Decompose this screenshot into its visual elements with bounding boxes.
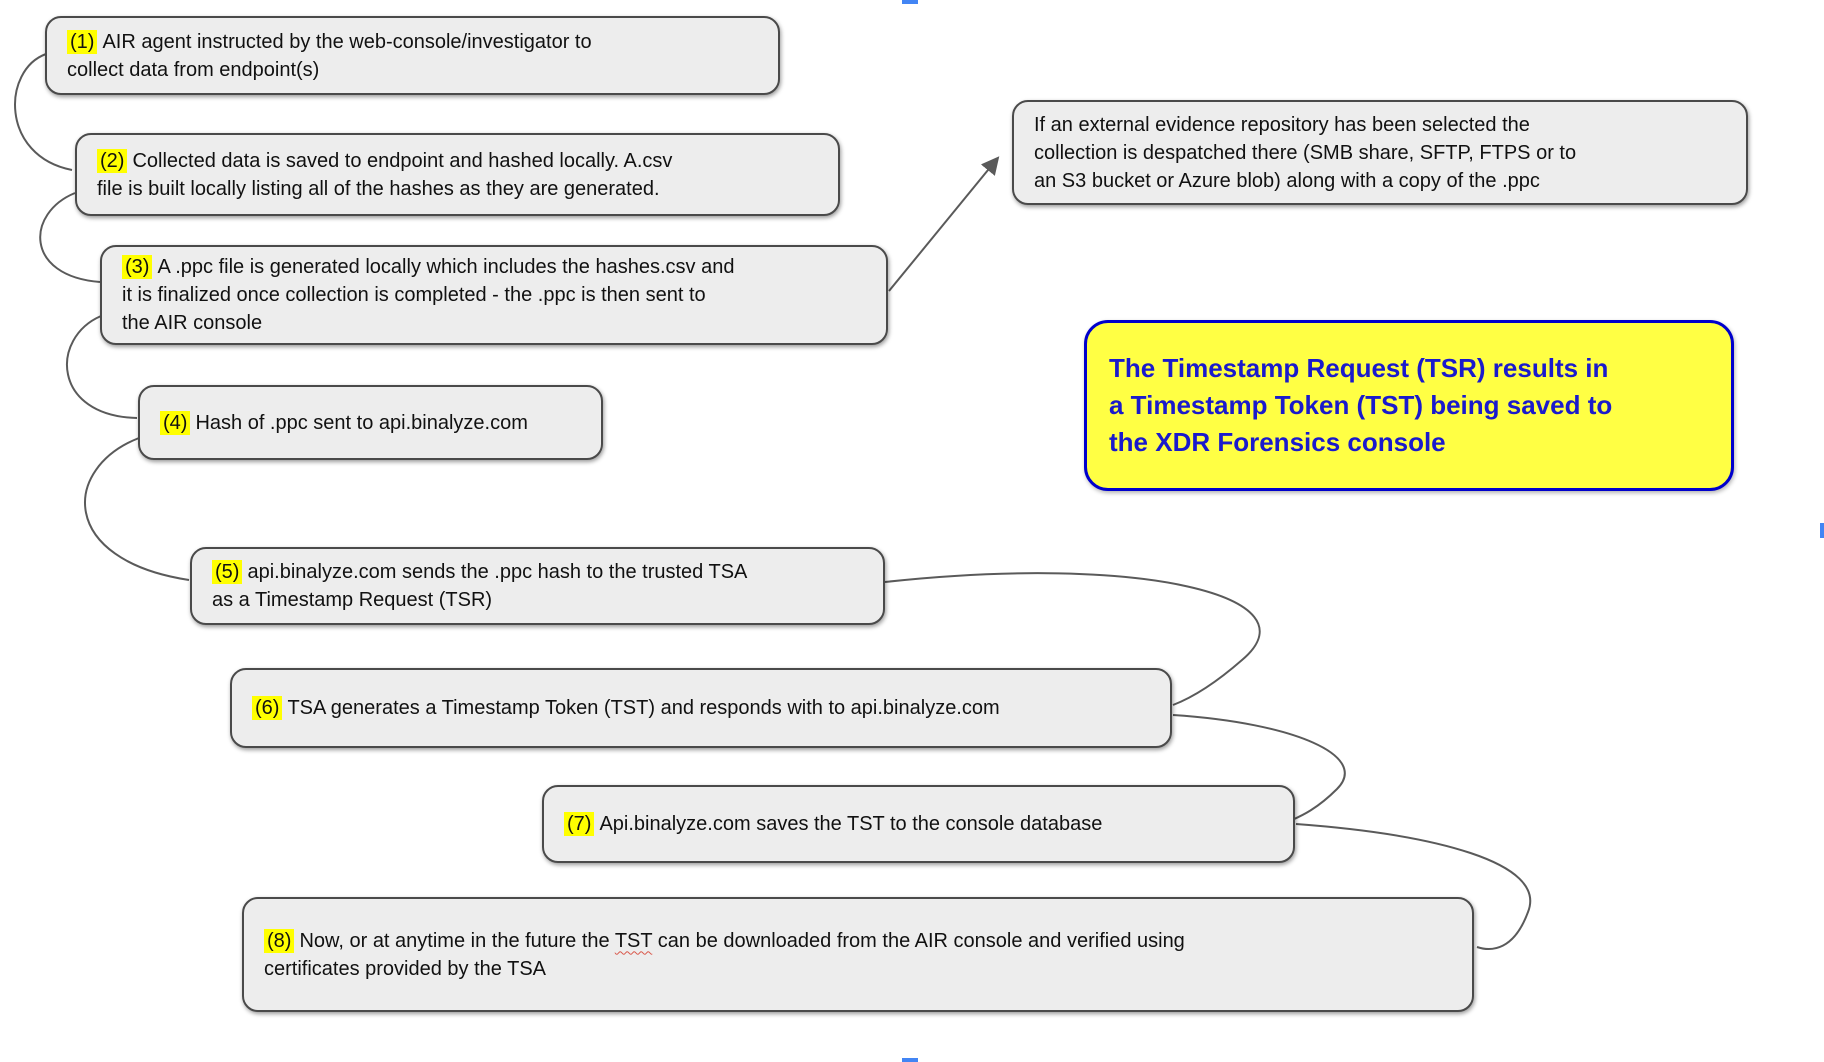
step-3-number-highlight: (3) <box>122 255 152 279</box>
step-6-number-highlight: (6) <box>252 696 282 720</box>
step-5-text <box>212 558 747 614</box>
step-7-text <box>564 810 1102 838</box>
side-note-text <box>1034 111 1576 195</box>
step-5-box[interactable] <box>190 547 885 625</box>
step-8-text <box>264 927 1185 983</box>
step-7-line-1: Api.binalyze.com saves the TST to the console database <box>599 813 1103 835</box>
side-note-line-3: an S3 bucket or Azure blob) along with a copy of the .ppc <box>1034 169 1540 192</box>
step-1-box[interactable] <box>45 16 780 95</box>
step-5-line-2: as a Timestamp Request (TSR) <box>212 589 493 611</box>
step-3-line-1: A .ppc file is generated locally which includes the hashes.csv and <box>157 256 735 278</box>
callout-line-1: The Timestamp Request (TSR) results in <box>1109 353 1609 383</box>
step-8-misspelled-word: TST <box>614 929 653 952</box>
connector-step3-sidenote-arrow <box>889 159 997 291</box>
step-6-box[interactable] <box>230 668 1172 748</box>
timestamp-callout-box[interactable] <box>1084 320 1734 491</box>
step-2-number-highlight: (2) <box>97 149 127 173</box>
step-8-line-2: certificates provided by the TSA <box>264 957 546 980</box>
step-4-text <box>160 409 528 437</box>
step-6-line-1: TSA generates a Timestamp Token (TST) and responds with to api.binalyze.com <box>287 697 1000 719</box>
step-4-box[interactable] <box>138 385 603 460</box>
step-3-line-2: it is finalized once collection is completed - the .ppc is then sent to <box>122 284 706 306</box>
step-7-box[interactable] <box>542 785 1295 863</box>
step-6-text <box>252 694 1000 722</box>
side-note-box[interactable] <box>1012 100 1748 205</box>
step-1-line-1: AIR agent instructed by the web-console/investigator to <box>102 30 592 53</box>
step-2-line-1: Collected data is saved to endpoint and hashed locally. A.csv <box>132 149 673 172</box>
step-2-box[interactable] <box>75 133 840 216</box>
selection-indicator-right <box>1820 523 1824 538</box>
step-4-line-1: Hash of .ppc sent to api.binalyze.com <box>195 411 528 434</box>
step-4-number-highlight: (4) <box>160 411 190 435</box>
step-2-line-2: file is built locally listing all of the hashes as they are generated. <box>97 177 660 200</box>
step-1-text <box>67 28 592 84</box>
step-5-number-highlight: (5) <box>212 560 242 584</box>
side-note-line-1: If an external evidence repository has been selected the <box>1034 113 1530 136</box>
step-1-number-highlight: (1) <box>67 30 97 54</box>
timestamp-callout-text <box>1109 350 1612 461</box>
side-note-line-2: collection is despatched there (SMB share, SFTP, FTPS or to <box>1034 141 1577 164</box>
step-1-line-2: collect data from endpoint(s) <box>67 58 320 81</box>
step-8-number-highlight: (8) <box>264 929 294 953</box>
selection-indicator-top <box>902 0 918 4</box>
step-5-line-1: api.binalyze.com sends the .ppc hash to the trusted TSA <box>247 561 748 583</box>
step-8-line-1-post: can be downloaded from the AIR console and verified using <box>652 929 1185 952</box>
step-3-box[interactable] <box>100 245 888 345</box>
callout-line-2: a Timestamp Token (TST) being saved to <box>1109 390 1613 420</box>
step-8-line-1-pre: Now, or at anytime in the future the <box>299 929 615 952</box>
step-7-number-highlight: (7) <box>564 812 594 836</box>
callout-line-3: the XDR Forensics console <box>1109 427 1446 457</box>
step-3-text <box>122 253 734 337</box>
step-2-text <box>97 147 672 203</box>
step-8-box[interactable] <box>242 897 1474 1012</box>
selection-indicator-bottom <box>902 1058 918 1062</box>
step-3-line-3: the AIR console <box>122 312 263 334</box>
